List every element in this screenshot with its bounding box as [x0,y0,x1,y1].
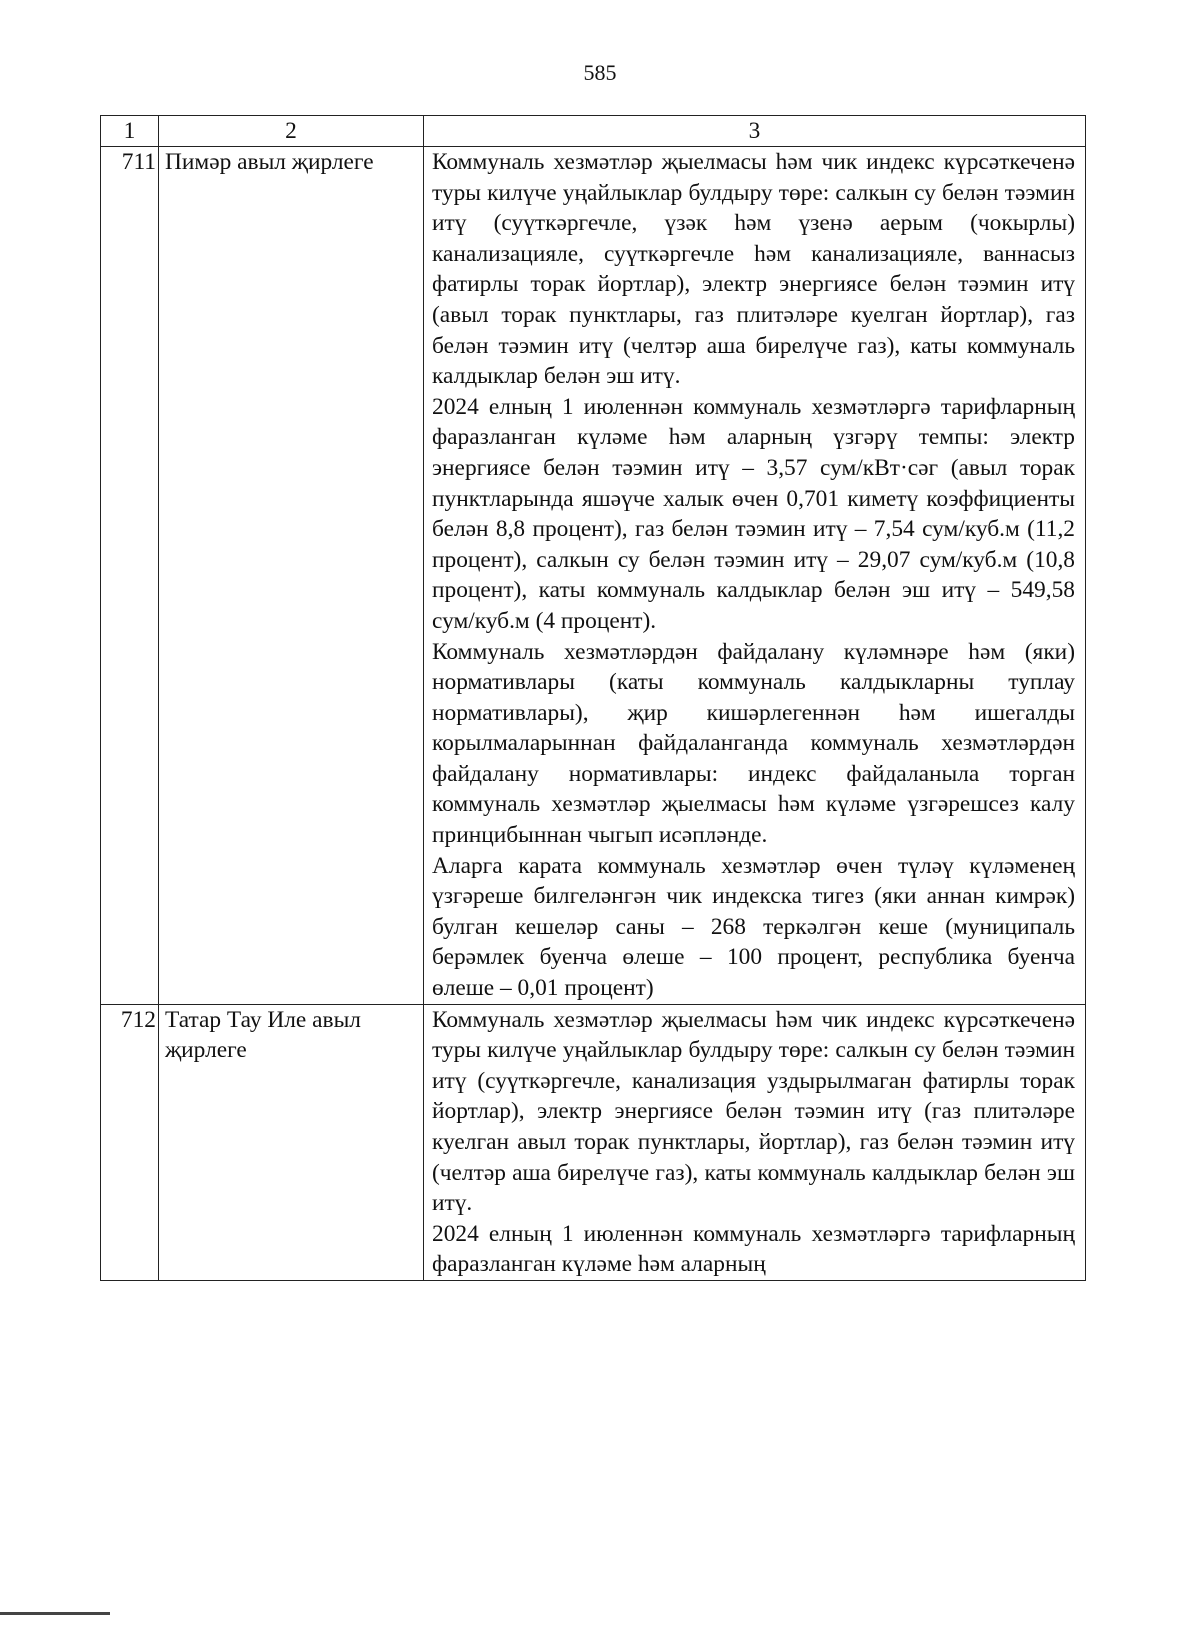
row-number: 712 [101,1004,159,1280]
column-header-number: 1 [101,116,159,147]
settlement-name: Пимәр авыл җирлеге [159,147,424,1005]
row-description [424,1004,1086,1280]
description-paragraph: 2024 елның 1 июленнән коммуналь хезмәтләргә тарифларның фаразланган күләме һәм аларның үзгәрү темпы: электр энергиясе белән тәэмин итү – 3,57 сум/кВт·сәг (авыл торак пунктларында яшәүче халык өчен 0,701 киметү коэффициенты белән 8,8 процент), газ белән тәэмин итү – 7,54 сум/куб.м (11,2 процент), салкын су белән тәэмин итү – 29,07 сум/куб.м (10,8 процент), каты коммуналь калдыклар белән эш итү – 549,58 сум/куб.м (4 процент). [432,393,1075,634]
settlement-name: Татар Тау Иле авыл җирлеге [159,1004,424,1280]
footer-rule [0,1612,110,1615]
description-paragraph: Коммуналь хезмәтләр җыелмасы һәм чик индекс күрсәткеченә туры килүче уңайлыклар булдыру төре: салкын су белән тәэмин итү (суүткәргечле, канализация уздырылмаган фатирлы торак йортлар), электр энергиясе белән тәэмин итү (газ плитәләре куелган авыл торак пунктлары, йортлар), газ белән тәэмин итү (челтәр аша бирелүче газ), каты коммуналь калдыклар белән эш итү. [432,1006,1075,1217]
row-number: 711 [101,147,159,1005]
description-paragraph: Коммуналь хезмәтләр җыелмасы һәм чик индекс күрсәткеченә туры килүче уңайлыклар булдыру төре: салкын су белән тәэмин итү (суүткәргечле, үзәк һәм үзенә аерым (чокырлы) канализацияле, суүткәргечле һәм канализацияле, ваннасыз фатирлы торак йортлар), электр энергиясе белән тәэмин итү (авыл торак пунктлары, газ плитәләре куелган йортлар), газ белән тәэмин итү (челтәр аша бирелүче газ), каты коммуналь калдыклар белән эш итү. [432,149,1075,390]
table-header-row [101,116,1086,147]
description-paragraph: 2024 елның 1 июленнән коммуналь хезмәтләргә тарифларның фаразланган күләме һәм аларның [432,1220,1075,1278]
description-paragraph: Аларга карата коммуналь хезмәтләр өчен түләү күләменең үзгәреше билгеләнгән чик индекска тигез (яки аннан кимрәк) булган кешеләр саны – 268 теркәлгән кеше (муниципаль берәмлек буенча өлеше – 100 процент, республика буенча өлеше – 0,01 процент) [432,852,1075,1002]
row-description [424,147,1086,1005]
page-number: 585 [583,60,617,85]
tariff-table [100,115,1086,1281]
description-paragraph: Коммуналь хезмәтләрдән файдалану күләмнәре һәм (яки) нормативлары (каты коммуналь калдыкларны туплау нормативлары), җир кишәрлегеннән һәм ишегалды корылмаларыннан файдаланганда коммуналь хезмәтләрдән файдалану нормативлары: индекс файдаланыла торган коммуналь хезмәтләр җыелмасы һәм күләме үзгәрешсез калу принцибыннан чыгып исәпләнде. [432,638,1075,849]
column-header-description: 3 [424,116,1086,147]
table-row [101,1004,1086,1280]
column-header-name: 2 [159,116,424,147]
table-row [101,147,1086,1005]
